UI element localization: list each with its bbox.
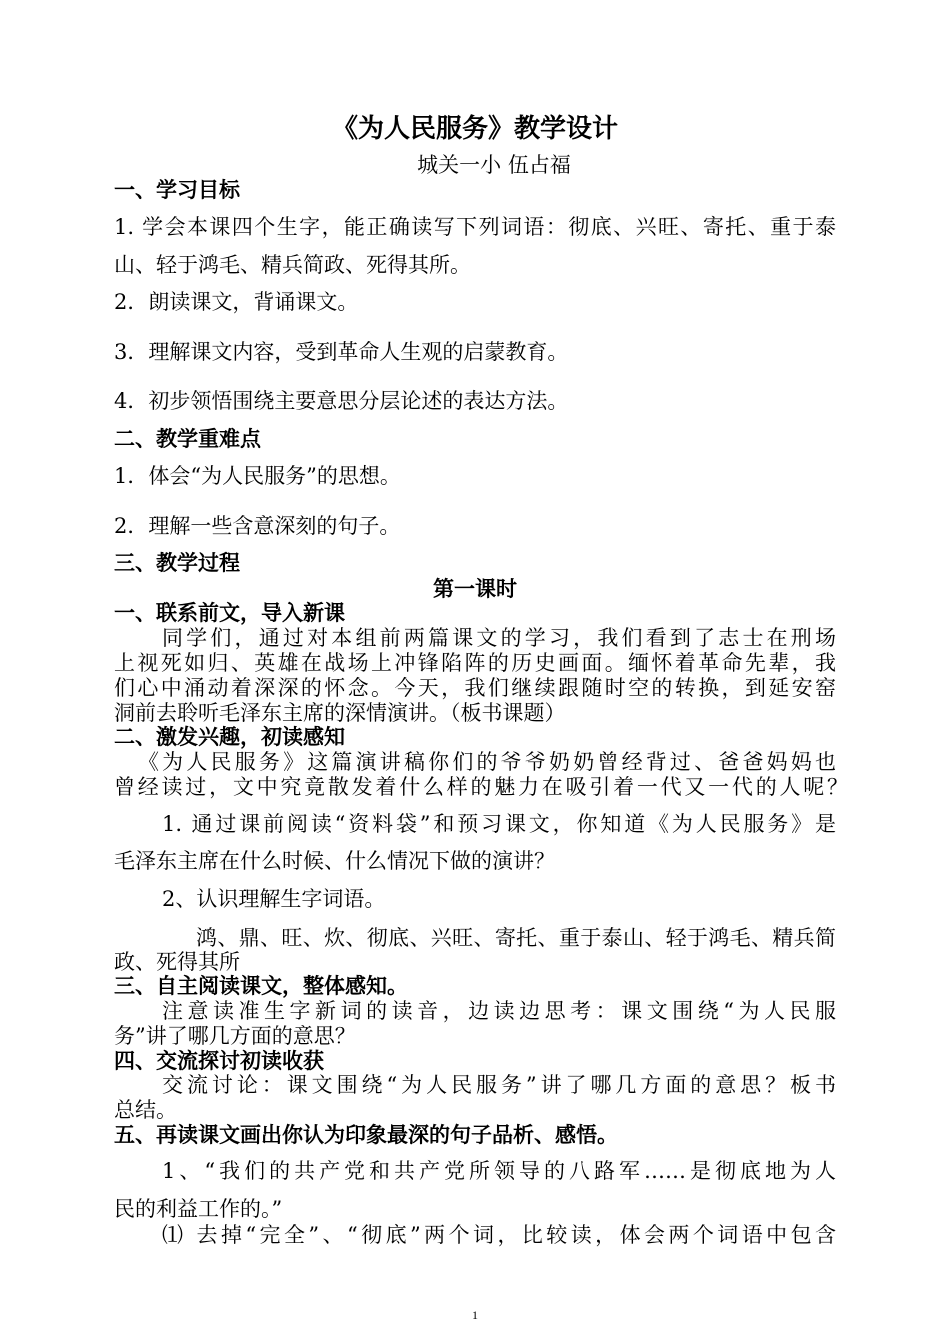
paragraph-line: 们心中涌动着深深的怀念。今天，我们继续跟随时空的转换，到延安窑 xyxy=(114,676,836,700)
paragraph-line: 毛泽东主席在什么时候、什么情况下做的演讲？ xyxy=(114,849,555,873)
paragraph-line: 2、认识理解生字词语。 xyxy=(162,887,386,911)
paragraph-line: 《为人民服务》这篇演讲稿你们的爷爷奶奶曾经背过、爸爸妈妈也 xyxy=(138,750,836,774)
paragraph-line: 务”讲了哪几方面的意思？ xyxy=(114,1024,356,1048)
paragraph-line: 3．理解课文内容，受到革命人生观的启蒙教育。 xyxy=(114,340,569,364)
paragraph-line: 政、死得其所 xyxy=(114,950,240,974)
paragraph-line: 2．理解一些含意深刻的句子。 xyxy=(114,514,401,538)
paragraph-line: 上视死如归、英雄在战场上冲锋陷阵的历史画面。缅怀着革命先辈，我 xyxy=(114,651,836,675)
document-author: 城关一小 伍占福 xyxy=(417,153,571,177)
lesson-heading: 第一课时 xyxy=(433,577,517,601)
subsection-heading: 三、自主阅读课文，整体感知。 xyxy=(114,974,408,998)
paragraph-line: 民的利益工作的。” xyxy=(114,1197,283,1221)
paragraph-line: 1. 通过课前阅读“资料袋”和预习课文，你知道《为人民服务》是 xyxy=(162,812,836,836)
document-title: 《为人民服务》教学设计 xyxy=(331,114,618,144)
page-number: 1 xyxy=(472,1308,478,1322)
paragraph-line: 注意读准生字新词的读音，边读边思考：课文围绕“为人民服 xyxy=(162,999,836,1023)
section-heading: 二、教学重难点 xyxy=(114,427,261,451)
paragraph-line: 山、轻于鸿毛、精兵简政、死得其所。 xyxy=(114,253,471,277)
subsection-heading: 二、激发兴趣，初读感知 xyxy=(114,725,345,749)
paragraph-line: 1. 学会本课四个生字，能正确读写下列词语：彻底、兴旺、寄托、重于泰 xyxy=(114,215,836,239)
subsection-heading: 一、联系前文，导入新课 xyxy=(114,601,345,625)
paragraph-line: 交流讨论：课文围绕“为人民服务”讲了哪几方面的意思？板书 xyxy=(162,1073,836,1097)
paragraph-line: 1．体会“为人民服务”的思想。 xyxy=(114,464,401,488)
paragraph-line: 曾经读过，文中究竟散发着什么样的魅力在吸引着一代又一代的人呢？ xyxy=(114,775,848,799)
paragraph-line: 鸿、鼎、旺、炊、彻底、兴旺、寄托、重于泰山、轻于鸿毛、精兵简 xyxy=(196,926,836,950)
paragraph-line: 同学们，通过对本组前两篇课文的学习，我们看到了志士在刑场 xyxy=(162,626,836,650)
subsection-heading: 五、再读课文画出你认为印象最深的句子品析、感悟。 xyxy=(114,1123,618,1147)
subsection-heading: 四、交流探讨初读收获 xyxy=(114,1049,324,1073)
paragraph-line: 总结。 xyxy=(114,1098,177,1122)
section-heading: 一、学习目标 xyxy=(114,178,240,202)
paragraph-line: ⑴ 去掉“完全”、“彻底”两个词，比较读，体会两个词语中包含 xyxy=(162,1223,836,1247)
paragraph-line: 洞前去聆听毛泽东主席的深情演讲。（板书课题） xyxy=(114,701,566,725)
paragraph-line: 2．朗读课文，背诵课文。 xyxy=(114,290,359,314)
paragraph-line: 4．初步领悟围绕主要意思分层论述的表达方法。 xyxy=(114,389,569,413)
paragraph-line: 1、“我们的共产党和共产党所领导的八路军……是彻底地为人 xyxy=(162,1159,836,1183)
section-heading: 三、教学过程 xyxy=(114,551,240,575)
